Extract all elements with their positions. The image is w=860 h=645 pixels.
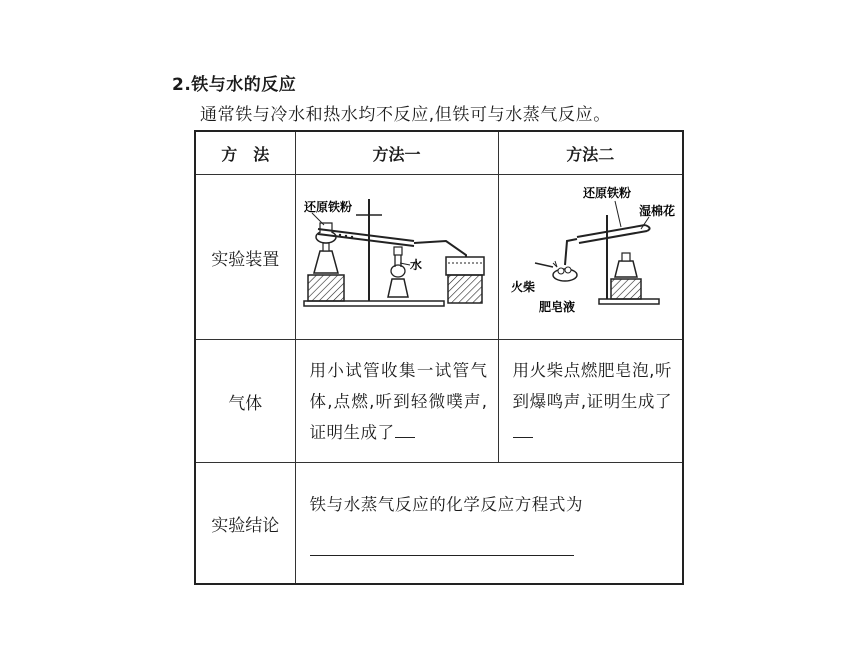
conclusion-cell [295,463,683,585]
conclusion-answer-blank[interactable] [310,545,574,556]
conclusion-label: 实验结论 [195,463,295,585]
conclusion-text: 铁与水蒸气反应的化学反应方程式为 [309,495,584,514]
method-two-gas-cell [498,340,683,463]
label-wet-cotton: 湿棉花 [638,204,675,218]
label-reduced-iron-2: 还原铁粉 [582,186,631,200]
conclusion-row [195,463,683,585]
label-water: 水 [409,258,422,272]
method-two-apparatus-cell [498,175,683,340]
apparatus-label: 实验装置 [195,175,295,340]
header-method-two: 方法二 [498,131,683,175]
method-one-gas-cell [295,340,498,463]
label-soap-solution: 肥皂液 [538,300,575,314]
method-two-gas-text: 用火柴点燃肥皂泡,听到爆鸣声,证明生成了 [512,360,672,411]
method-one-answer-blank[interactable] [395,419,415,438]
section-intro: 通常铁与冷水和热水均不反应,但铁可与水蒸气反应。 [200,105,611,125]
experiment-table [194,130,684,585]
section-heading: 2.铁与水的反应 [172,75,297,95]
header-method: 方 法 [195,131,295,175]
label-reduced-iron-1: 还原铁粉 [303,200,352,214]
method-two-answer-blank[interactable] [513,419,533,438]
gas-row [195,340,683,463]
gas-label: 气体 [195,340,295,463]
label-match: 火柴 [510,280,535,294]
method-one-gas-text: 用小试管收集一试管气体,点燃,听到轻微噗声,证明生成了 [309,360,488,442]
method-one-apparatus-diagram [296,175,499,335]
header-row [195,131,683,175]
method-one-apparatus-cell [295,175,498,340]
header-method-one: 方法一 [295,131,498,175]
apparatus-row [195,175,683,340]
method-two-apparatus-diagram [499,175,684,335]
